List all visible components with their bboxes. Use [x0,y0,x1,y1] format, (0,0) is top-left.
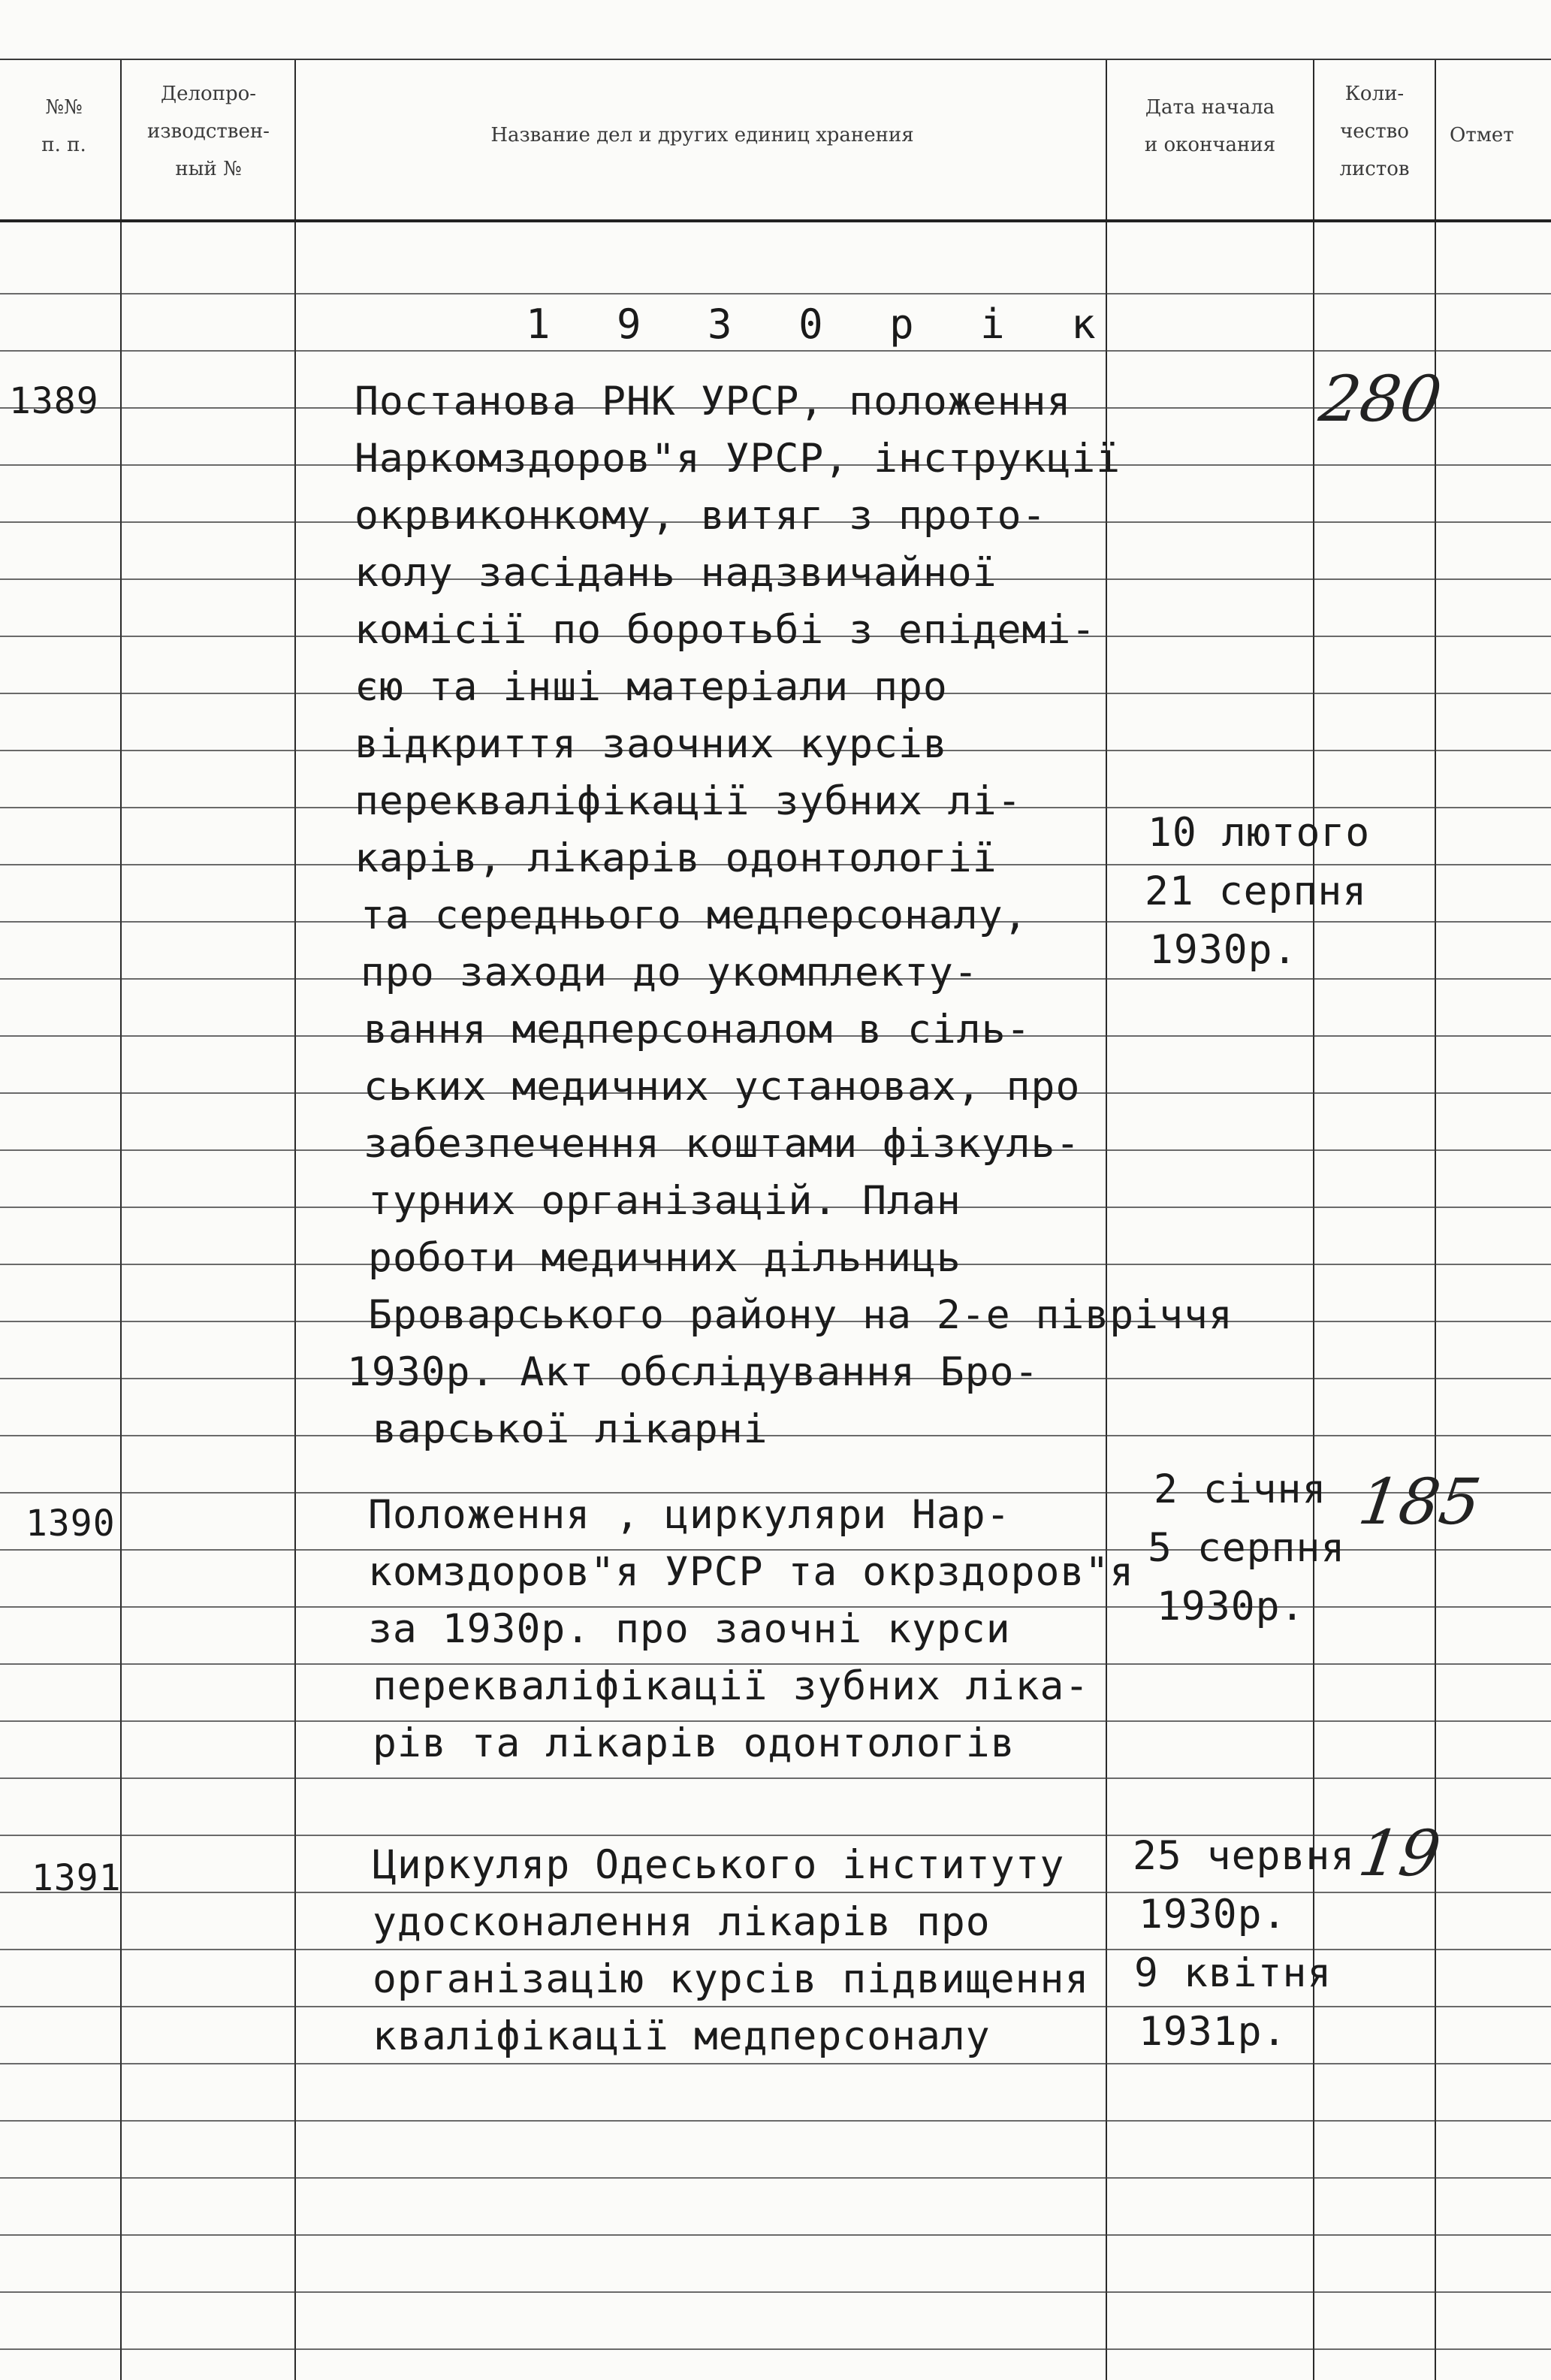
entry-date-line: 9 квітня [1134,1950,1332,1996]
header-col-dates [1112,89,1308,164]
entry-title-line: вання медперсоналом в сіль- [364,1007,1031,1053]
header-col-title [300,116,1104,154]
header-text: Делопро- [160,83,257,105]
header-bottom-rule [0,219,1551,222]
entry-title-line: турних організацій. План [368,1178,961,1224]
entry-title-line: організацію курсів підвищення [373,1956,1090,2002]
entry-title-line: 1930р. Акт обслідування Бро- [347,1349,1040,1395]
entry-date-line: 5 серпня [1148,1525,1346,1571]
entry-title-line: колу засідань надзвичайної [355,550,997,596]
entry-date-line: 2 січня [1154,1466,1327,1512]
row-rule [0,1777,1551,1779]
header-col-sheets [1318,75,1431,188]
entry-title-line: відкриття заочних курсів [355,721,948,767]
entry-title-line: та середнього медперсоналу, [361,892,1028,938]
row-rule [0,2348,1551,2350]
entry-title-line: за 1930р. про заочні курси [368,1606,1011,1652]
entry-date-line: 10 лютого [1148,810,1371,856]
entry-title-line: кваліфікації медперсоналу [373,2013,991,2059]
sheet-count: 185 [1354,1465,1486,1539]
entry-date-line: 1930р. [1149,927,1298,973]
row-rule [0,2177,1551,2179]
header-col-office [128,75,289,188]
header-text: ный № [175,158,242,180]
sheet-count: 19 [1354,1817,1445,1890]
entry-date-line: 21 серпня [1145,868,1368,914]
entry-date-line: 1931р. [1139,2009,1287,2055]
entry-title-line: Циркуляр Одеського інституту [373,1842,1065,1888]
header-col-number [23,89,105,164]
entry-title-line: окрвиконкому, витяг з прото- [355,493,1047,539]
entry-title-line: рів та лікарів одонтологів [373,1720,1015,1766]
entry-title-line: про заходи до укомплекту- [361,950,979,995]
row-rule [0,2291,1551,2293]
header-text: чество [1340,120,1409,143]
entry-title-line: варської лікарні [373,1406,768,1452]
entry-title-line: удосконалення лікарів про [373,1899,991,1945]
header-text: Отмет [1450,124,1514,146]
header-text: Дата начала [1145,96,1275,119]
entry-title-line: перекваліфікації зубних ліка- [373,1663,1090,1709]
entry-number: 1391 [32,1857,122,1899]
sheet-count: 280 [1315,362,1447,436]
entry-title-line: комісії по боротьбі з епідемі- [355,607,1097,653]
header-col-notes [1450,116,1551,154]
row-rule [0,1892,1551,1893]
entry-title-line: карів, лікарів одонтології [355,835,997,881]
header-top-rule [0,59,1551,60]
entry-number: 1390 [26,1503,116,1545]
entry-title-line: роботи медичних дільниць [368,1235,961,1281]
row-rule [0,2120,1551,2122]
row-rule [0,2234,1551,2236]
row-rule [0,350,1551,352]
entry-number: 1389 [9,380,99,422]
row-rule [0,2063,1551,2064]
header-text: Название дел и других единиц хранения [490,124,914,146]
row-rule [0,2006,1551,2007]
row-rule [0,1435,1551,1436]
entry-title-line: Постанова РНК УРСР, положення [355,379,1072,424]
entry-title-line: забезпечення коштами фізкуль- [364,1121,1081,1167]
entry-title-line: Броварського району на 2-е півріччя [368,1292,1233,1338]
header-text: изводствен- [147,120,270,143]
header-text: и окончания [1144,134,1276,156]
entry-title-line: єю та інші матеріали про [355,664,948,710]
row-rule [0,293,1551,294]
header-text: №№ [45,96,83,119]
entry-date-line: 1930р. [1157,1584,1305,1629]
entry-title-line: комздоров"я УРСР та окрздоров"я [368,1549,1135,1595]
header-text: п. п. [41,134,86,156]
entry-date-line: 1930р. [1139,1892,1287,1938]
entry-date-line: 25 червня [1133,1833,1356,1879]
year-heading: 1 9 3 0 р і к [526,301,1117,348]
header-text: Коли- [1344,83,1405,105]
entry-title-line: Наркомздоров"я УРСР, інструкції [355,436,1121,482]
entry-title-line: ських медичних установах, про [364,1064,1081,1110]
entry-title-line: перекваліфікації зубних лі- [355,778,1022,824]
header-text: листов [1339,158,1410,180]
entry-title-line: Положення , циркуляри Нар- [368,1492,1011,1538]
